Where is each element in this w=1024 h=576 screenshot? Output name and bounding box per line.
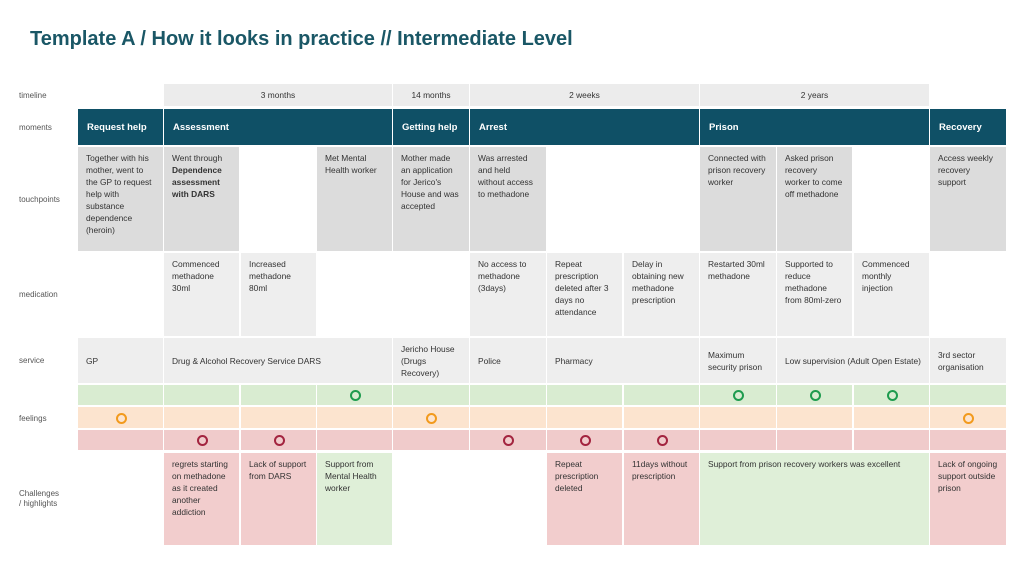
medication-no-access: No access to methadone (3days): [470, 253, 546, 336]
medication-increased-80ml: Increased methadone 80ml: [241, 253, 316, 336]
medication-delay: Delay in obtaining new methadone prescription: [624, 253, 699, 336]
feeling-negative-band-cell: [777, 430, 852, 450]
feeling-negative-band-cell: [700, 430, 776, 450]
timeline-14-months: 14 months: [393, 84, 469, 106]
challenge-11days-no-prescription: 11days without prescription: [624, 453, 699, 545]
feeling-negative-marker: [657, 435, 668, 446]
row-label-challenges: Challenges: [19, 489, 60, 498]
row-label-touchpoints: touchpoints: [19, 195, 60, 204]
moment-request-help: Request help: [78, 109, 163, 145]
feeling-negative-band-cell: [78, 430, 163, 450]
feeling-neutral-band-cell: [241, 407, 316, 428]
timeline-2-weeks: 2 weeks: [470, 84, 699, 106]
feeling-positive-band-cell: [470, 385, 546, 405]
feeling-positive-band-cell: [547, 385, 622, 405]
row-label-feelings: feelings: [19, 414, 47, 423]
touchpoint-come-off-methadone: Asked prison recovery worker to come off methadone: [777, 147, 852, 251]
feeling-negative-band-cell: [317, 430, 392, 450]
touchpoint-gp-request: Together with his mother, went to the GP to request help with substance dependence (heroin): [78, 147, 163, 251]
feeling-positive-marker: [350, 390, 361, 401]
feeling-positive-marker: [887, 390, 898, 401]
service-jericho-house: Jericho House (Drugs Recovery): [393, 338, 469, 383]
feeling-negative-marker: [197, 435, 208, 446]
highlight-prison-recovery-workers: Support from prison recovery workers was excellent: [700, 453, 929, 545]
feeling-neutral-band-cell: [470, 407, 546, 428]
feeling-neutral-marker: [116, 413, 127, 424]
challenge-regrets-methadone: regrets starting on methadone as it created another addiction: [164, 453, 239, 545]
moment-arrest: Arrest: [470, 109, 699, 145]
feeling-positive-band-cell: [78, 385, 163, 405]
medication-reduce: Supported to reduce methadone from 80ml-zero: [777, 253, 852, 336]
feeling-neutral-band-cell: [164, 407, 239, 428]
feeling-negative-band-cell: [854, 430, 929, 450]
moment-assessment: Assessment: [164, 109, 392, 145]
feeling-neutral-band-cell: [317, 407, 392, 428]
touchpoint-dars-assessment: Went through Dependence assessment with DARS: [164, 147, 239, 251]
touchpoint-mental-health: Met Mental Health worker: [317, 147, 392, 251]
service-3rd-sector: 3rd sector organisation: [930, 338, 1006, 383]
row-label-highlights: / highlights: [19, 499, 58, 508]
challenge-lack-support-dars: Lack of support from DARS: [241, 453, 316, 545]
medication-prescription-deleted: Repeat prescription deleted after 3 days no attendance: [547, 253, 622, 336]
timeline-3-months: 3 months: [164, 84, 392, 106]
feeling-neutral-marker: [426, 413, 437, 424]
row-label-medication: medication: [19, 290, 58, 299]
medication-monthly-injection: Commenced monthly injection: [854, 253, 929, 336]
row-label-timeline: timeline: [19, 91, 47, 100]
service-dars: Drug & Alcohol Recovery Service DARS: [164, 338, 392, 383]
feeling-positive-band-cell: [164, 385, 239, 405]
feeling-neutral-band-cell: [777, 407, 852, 428]
feeling-negative-marker: [503, 435, 514, 446]
medication-commenced-30ml: Commenced methadone 30ml: [164, 253, 239, 336]
row-label-moments: moments: [19, 123, 52, 132]
feeling-neutral-band-cell: [624, 407, 699, 428]
feeling-neutral-band-cell: [547, 407, 622, 428]
service-pharmacy: Pharmacy: [547, 338, 699, 383]
row-label-service: service: [19, 356, 45, 365]
service-max-security-prison: Maximum security prison: [700, 338, 776, 383]
feeling-positive-marker: [733, 390, 744, 401]
highlight-mental-health-support: Support from Mental Health worker: [317, 453, 392, 545]
feeling-positive-band-cell: [393, 385, 469, 405]
feeling-negative-band-cell: [930, 430, 1006, 450]
feeling-positive-band-cell: [624, 385, 699, 405]
feeling-neutral-marker: [963, 413, 974, 424]
touchpoint-jericho-application: Mother made an application for Jerico's House and was accepted: [393, 147, 469, 251]
challenge-prescription-deleted: Repeat prescription deleted: [547, 453, 622, 545]
feeling-negative-band-cell: [393, 430, 469, 450]
feeling-negative-marker: [274, 435, 285, 446]
service-low-supervision: Low supervision (Adult Open Estate): [777, 338, 929, 383]
feeling-positive-marker: [810, 390, 821, 401]
moment-getting-help: Getting help: [393, 109, 469, 145]
feeling-neutral-band-cell: [700, 407, 776, 428]
feeling-neutral-band-cell: [854, 407, 929, 428]
moment-prison: Prison: [700, 109, 929, 145]
service-gp: GP: [78, 338, 163, 383]
touchpoint-weekly-support: Access weekly recovery support: [930, 147, 1006, 251]
feeling-positive-band-cell: [930, 385, 1006, 405]
page-title: Template A / How it looks in practice // Intermediate Level: [30, 28, 573, 50]
challenge-lack-ongoing-support: Lack of ongoing support outside prison: [930, 453, 1006, 545]
touchpoint-prison-recovery-worker: Connected with prison recovery worker: [700, 147, 776, 251]
service-police: Police: [470, 338, 546, 383]
feeling-negative-marker: [580, 435, 591, 446]
touchpoint-arrested: Was arrested and held without access to methadone: [470, 147, 546, 251]
medication-restarted: Restarted 30ml methadone: [700, 253, 776, 336]
moment-recovery: Recovery: [930, 109, 1006, 145]
feeling-positive-band-cell: [241, 385, 316, 405]
timeline-2-years: 2 years: [700, 84, 929, 106]
